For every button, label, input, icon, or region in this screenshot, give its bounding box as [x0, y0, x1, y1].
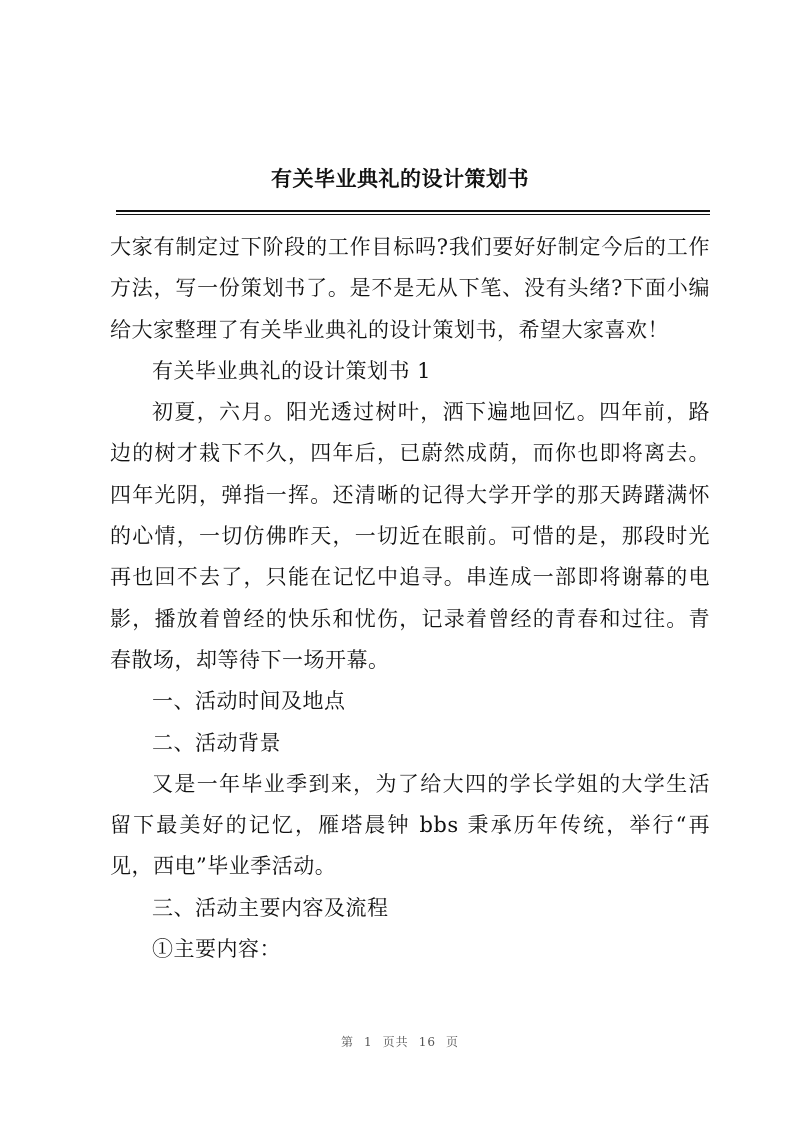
footer-label-of: 页共 [382, 1035, 409, 1049]
section-heading: 有关毕业典礼的设计策划书 1 [152, 358, 432, 383]
subheading-background: 二、活动背景 [152, 730, 281, 755]
body-paragraph: 初夏，六月。阳光透过树叶，洒下遍地回忆。四年前，路边的树才栽下不久，四年后，已蔚然成荫，而你也即将离去。四年光阴，弹指一挥。还清晰的记得大学开学的那天踌躇满怀的心情，一切仿佛昨天，一切近在眼前。可惜的是，那段时光再也回不去了，只能在记忆中追寻。串连成一部即将谢幕的电影，播放着曾经的快乐和忧伤，记录着曾经的青春和过往。青春散场，却等待下一场开幕。 [110, 400, 710, 672]
background-paragraph: 又是一年毕业季到来，为了给大四的学长学姐的大学生活留下最美好的记忆，雁塔晨钟 bbs 秉承历年传统，举行“再见，西电”毕业季活动。 [110, 771, 710, 879]
title-underline-thin [116, 214, 710, 215]
footer-label-end: 页 [445, 1035, 459, 1049]
intro-paragraph: 大家有制定过下阶段的工作目标吗?我们要好好制定今后的工作方法，写一份策划书了。是不是无从下笔、没有头绪?下面小编给大家整理了有关毕业典礼的设计策划书，希望大家喜欢！ [110, 235, 710, 342]
document-body [110, 227, 710, 970]
footer-label-page: 第 [341, 1035, 355, 1049]
footer-total-pages: 16 [418, 1035, 436, 1049]
page-footer [0, 1033, 800, 1050]
title-underline-thick [116, 210, 710, 212]
list-item-main-content: ①主要内容： [152, 937, 281, 962]
subheading-time-location: 一、活动时间及地点 [152, 689, 346, 714]
subheading-content-process: 三、活动主要内容及流程 [152, 895, 389, 920]
footer-current-page: 1 [364, 1035, 373, 1049]
document-title: 有关毕业典礼的设计策划书 [271, 166, 529, 191]
